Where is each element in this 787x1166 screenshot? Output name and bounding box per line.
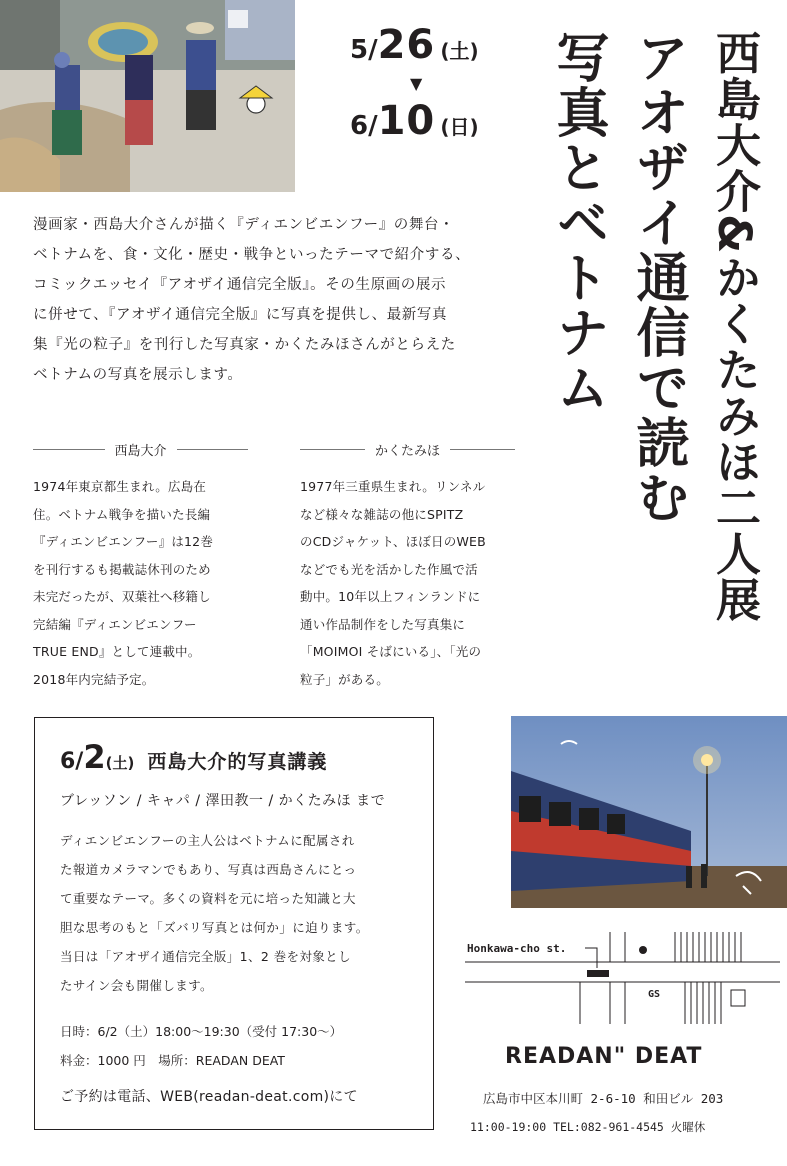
divider — [33, 449, 105, 450]
event-fee-venue: 料金：1000 円 場所：READAN DEAT — [60, 1053, 285, 1068]
intro-line: ベトナムの写真を展示します。 — [33, 367, 243, 383]
bio-kakuta — [300, 440, 515, 693]
event-body-line: て重要なテーマ。多くの資料を元に培った知識と大 — [60, 891, 356, 906]
bio-line: 1977年三重県生まれ。リンネル — [300, 479, 486, 494]
bio-line: TRUE END』として連載中。 — [33, 644, 201, 659]
date-end-day: 10 — [377, 98, 436, 144]
bio-line: 『ディエンビエンフー』は12巻 — [33, 534, 214, 549]
title-line2: アオザイ通信で読む — [628, 30, 689, 525]
event-body-line: ディエンビエンフーの主人公はベトナムに配属され — [60, 833, 355, 848]
bio-body — [300, 473, 515, 693]
photo-illustration — [0, 0, 295, 192]
date-start-weekday: (土) — [440, 39, 479, 63]
date-start-month: 5/ — [350, 35, 378, 65]
event-details — [60, 1017, 342, 1075]
shop-address: 広島市中区本川町 2-6-10 和田ビル 203 — [483, 1091, 724, 1106]
bio-nishijima — [33, 440, 248, 693]
date-arrow: ▼ — [410, 74, 423, 93]
event-box — [34, 717, 434, 1130]
bio-line: を刊行するも掲載誌休刊のため — [33, 561, 211, 577]
bio-line: など様々な雑誌の他にSPITZ — [300, 506, 464, 522]
event-header — [60, 738, 327, 776]
event-subtitle: ブレッソン / キャパ / 澤田教一 / かくたみほ まで — [60, 793, 386, 809]
bio-name: かくたみほ — [375, 444, 441, 459]
date-end-weekday: (日) — [440, 115, 479, 139]
event-body-line: た報道カメラマンでもあり、写真は西島さんにとっ — [60, 862, 357, 877]
map-street-label: Honkawa-cho st. — [467, 942, 567, 955]
bio-line: 完結編『ディエンビエンフー — [33, 616, 197, 632]
intro-line: 漫画家・西島大介さんが描く『ディエンビエンフー』の舞台・ — [33, 217, 455, 233]
date-end — [350, 98, 479, 144]
event-reservation: ご予約は電話、WEB(readan-deat.com)にて — [60, 1089, 358, 1105]
event-date-month: 6/ — [60, 749, 84, 774]
divider — [450, 449, 515, 450]
event-datetime: 日時：6/2（土）18:00〜19:30（受付 17:30〜） — [60, 1024, 343, 1039]
bio-line: 住。ベトナム戦争を描いた長編 — [33, 506, 211, 522]
divider — [177, 449, 249, 450]
event-date-weekday: (土) — [105, 754, 135, 772]
event-body-line: 胆な思考のもと「ズバリ写真とは何か」に迫ります。 — [60, 920, 369, 935]
bio-line: 通い作品制作をした写真集に — [300, 616, 466, 632]
intro-line: コミックエッセイ『アオザイ通信完全版』。その生原画の展示 — [33, 277, 447, 293]
bio-name: 西島大介 — [114, 444, 167, 459]
bio-line: 未完だったが、双葉社へ移籍し — [33, 589, 211, 604]
photo-illustration — [511, 716, 787, 908]
date-start — [350, 22, 479, 68]
event-body-line: 当日は「アオザイ通信完全版」1、2 巻を対象とし — [60, 949, 351, 964]
bio-line: 「MOIMOI そばにいる」、「光の — [300, 644, 482, 659]
shop-logo: READAN" DEAT — [505, 1044, 703, 1069]
title-line3: 写真とベトナム — [548, 30, 609, 415]
bio-line: 2018年内完結予定。 — [33, 671, 155, 687]
title-line1: 西島大介&かくたみほ二人展 — [708, 30, 761, 623]
event-date-day: 2 — [83, 738, 106, 776]
event-body — [60, 826, 420, 1000]
intro-line: に併せて、『アオザイ通信完全版』に写真を提供し、最新写真 — [33, 307, 448, 323]
bio-line: などでも光を活かした作風で活 — [300, 561, 478, 577]
intro-line: ベトナムを、食・文化・歴史・戦争といったテーマで紹介する、 — [33, 247, 471, 263]
event-body-line: たサイン会も開催します。 — [60, 978, 213, 993]
bio-body — [33, 473, 248, 693]
date-start-day: 26 — [377, 22, 436, 68]
bio-heading — [33, 440, 248, 459]
bio-heading — [300, 440, 515, 459]
bio-line: 粒子」がある。 — [300, 671, 389, 687]
bio-line: 動中。10年以上フィンランドに — [300, 589, 481, 604]
map-gs-label: GS — [648, 989, 661, 1000]
shop-hours: 11:00-19:00 TEL:082-961-4545 火曜休 — [470, 1120, 706, 1134]
event-title: 西島大介的写真講義 — [147, 751, 328, 773]
bio-line: 1974年東京都生まれ。広島在 — [33, 479, 207, 494]
date-end-month: 6/ — [350, 111, 378, 141]
intro-text — [33, 210, 523, 390]
access-map — [465, 932, 780, 1024]
intro-line: 集『光の粒子』を刊行した写真家・かくたみほさんがとらえた — [33, 337, 456, 353]
photo-women-walking — [0, 0, 295, 192]
photo-train-station — [511, 716, 787, 908]
divider — [300, 449, 365, 450]
bio-line: のCDジャケット、ほぼ日のWEB — [300, 534, 486, 549]
